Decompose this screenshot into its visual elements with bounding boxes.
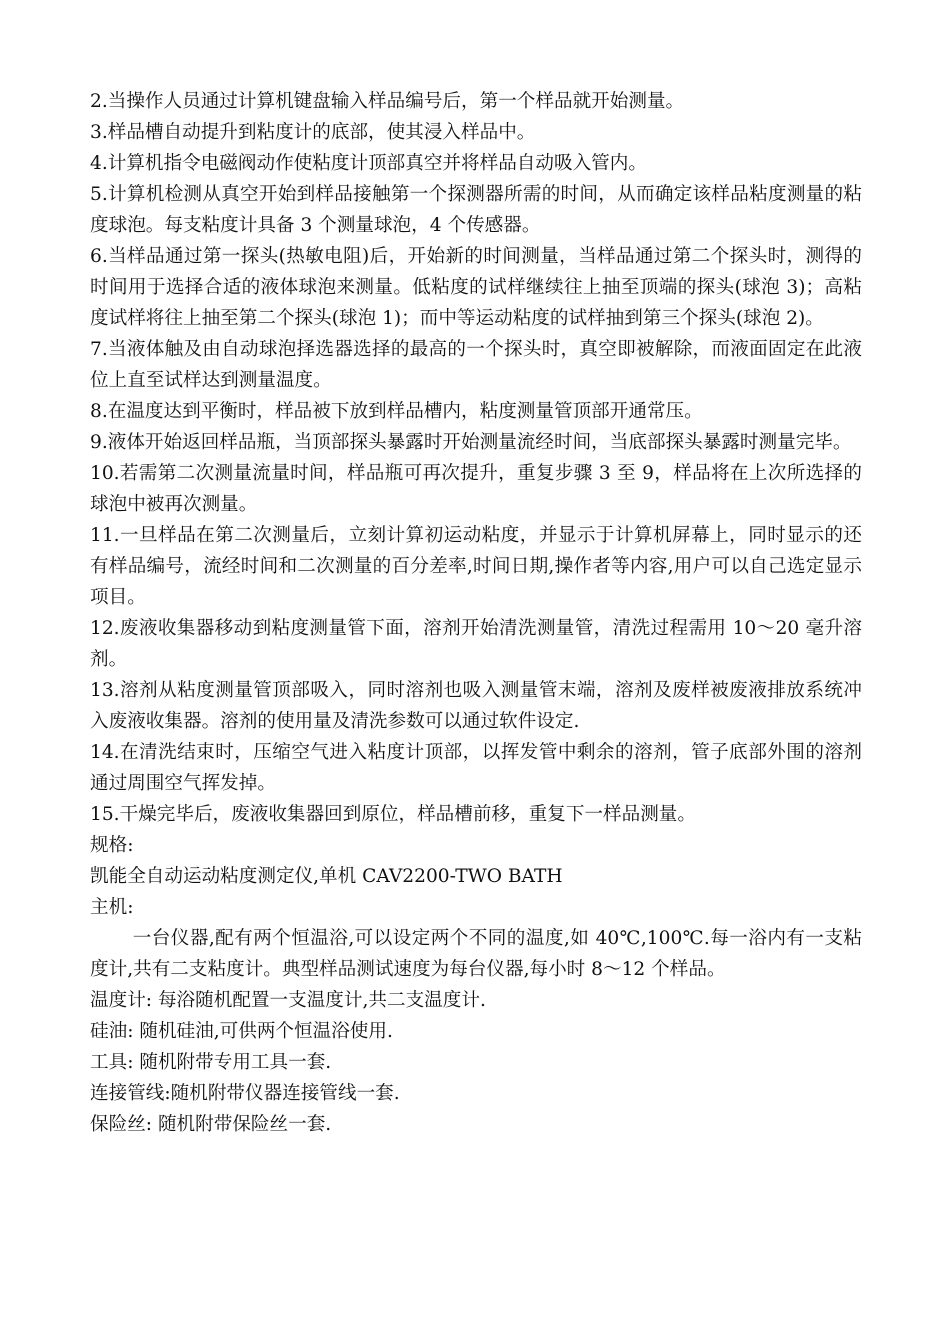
spec-heading: 规格: <box>90 835 134 856</box>
step-10: 10.若需第二次测量流量时间，样品瓶可再次提升，重复步骤 3 至 9，样品将在上次所选择的球泡中被再次测量。 <box>90 463 862 515</box>
step-3: 3.样品槽自动提升到粘度计的底部，使其浸入样品中。 <box>90 122 536 143</box>
accessory-pipelines: 连接管线:随机附带仪器连接管线一套. <box>90 1083 400 1104</box>
accessory-fuse: 保险丝: 随机附带保险丝一套. <box>90 1114 332 1135</box>
host-description: 一台仪器,配有两个恒温浴,可以设定两个不同的温度,如 40℃,100℃.每一浴内有一支粘度计,共有二支粘度计。典型样品测试速度为每台仪器,每小时 8～12 个样品。 <box>90 928 862 980</box>
host-heading: 主机: <box>90 897 134 918</box>
step-8: 8.在温度达到平衡时，样品被下放到样品槽内，粘度测量管顶部开通常压。 <box>90 401 703 422</box>
accessory-tools: 工具: 随机附带专用工具一套. <box>90 1052 332 1073</box>
accessory-silicone-oil: 硅油: 随机硅油,可供两个恒温浴使用. <box>90 1021 393 1042</box>
accessory-thermometer: 温度计: 每浴随机配置一支温度计,共二支温度计. <box>90 990 486 1011</box>
step-14: 14.在清洗结束时，压缩空气进入粘度计顶部，以挥发管中剩余的溶剂，管子底部外围的溶剂通过周围空气挥发掉。 <box>90 742 862 794</box>
step-5: 5.计算机检测从真空开始到样品接触第一个探测器所需的时间，从而确定该样品粘度测量的粘度球泡。每支粘度计具备 3 个测量球泡，4 个传感器。 <box>90 184 862 236</box>
step-12: 12.废液收集器移动到粘度测量管下面，溶剂开始清洗测量管，清洗过程需用 10～20 毫升溶剂。 <box>90 618 862 670</box>
step-7: 7.当液体触及由自动球泡择选器选择的最高的一个探头时，真空即被解除，而液面固定在此液位上直至试样达到测量温度。 <box>90 339 862 391</box>
model-line: 凯能全自动运动粘度测定仪,单机 CAV2200-TWO BATH <box>90 866 563 887</box>
step-4: 4.计算机指令电磁阀动作使粘度计顶部真空并将样品自动吸入管内。 <box>90 153 647 174</box>
step-9: 9.液体开始返回样品瓶，当顶部探头暴露时开始测量流经时间，当底部探头暴露时测量完毕。 <box>90 432 852 453</box>
step-11: 11.一旦样品在第二次测量后，立刻计算初运动粘度，并显示于计算机屏幕上，同时显示的还有样品编号，流经时间和二次测量的百分差率,时间日期,操作者等内容,用户可以自己选定显示项目。 <box>90 525 862 608</box>
step-13: 13.溶剂从粘度测量管顶部吸入，同时溶剂也吸入测量管末端，溶剂及废样被废液排放系统冲入废液收集器。溶剂的使用量及清洗参数可以通过软件设定. <box>90 680 862 732</box>
step-6: 6.当样品通过第一探头(热敏电阻)后，开始新的时间测量，当样品通过第二个探头时，测得的时间用于选择合适的液体球泡来测量。低粘度的试样继续往上抽至顶端的探头(球泡 3)；高粘度试样将往上抽至第二个探头(球泡 1)；而中等运动粘度的试样抽到第三个探头(球泡 2)。 <box>90 246 862 329</box>
step-15: 15.干燥完毕后，废液收集器回到原位，样品槽前移，重复下一样品测量。 <box>90 804 696 825</box>
step-2: 2.当操作人员通过计算机键盘输入样品编号后，第一个样品就开始测量。 <box>90 91 685 112</box>
